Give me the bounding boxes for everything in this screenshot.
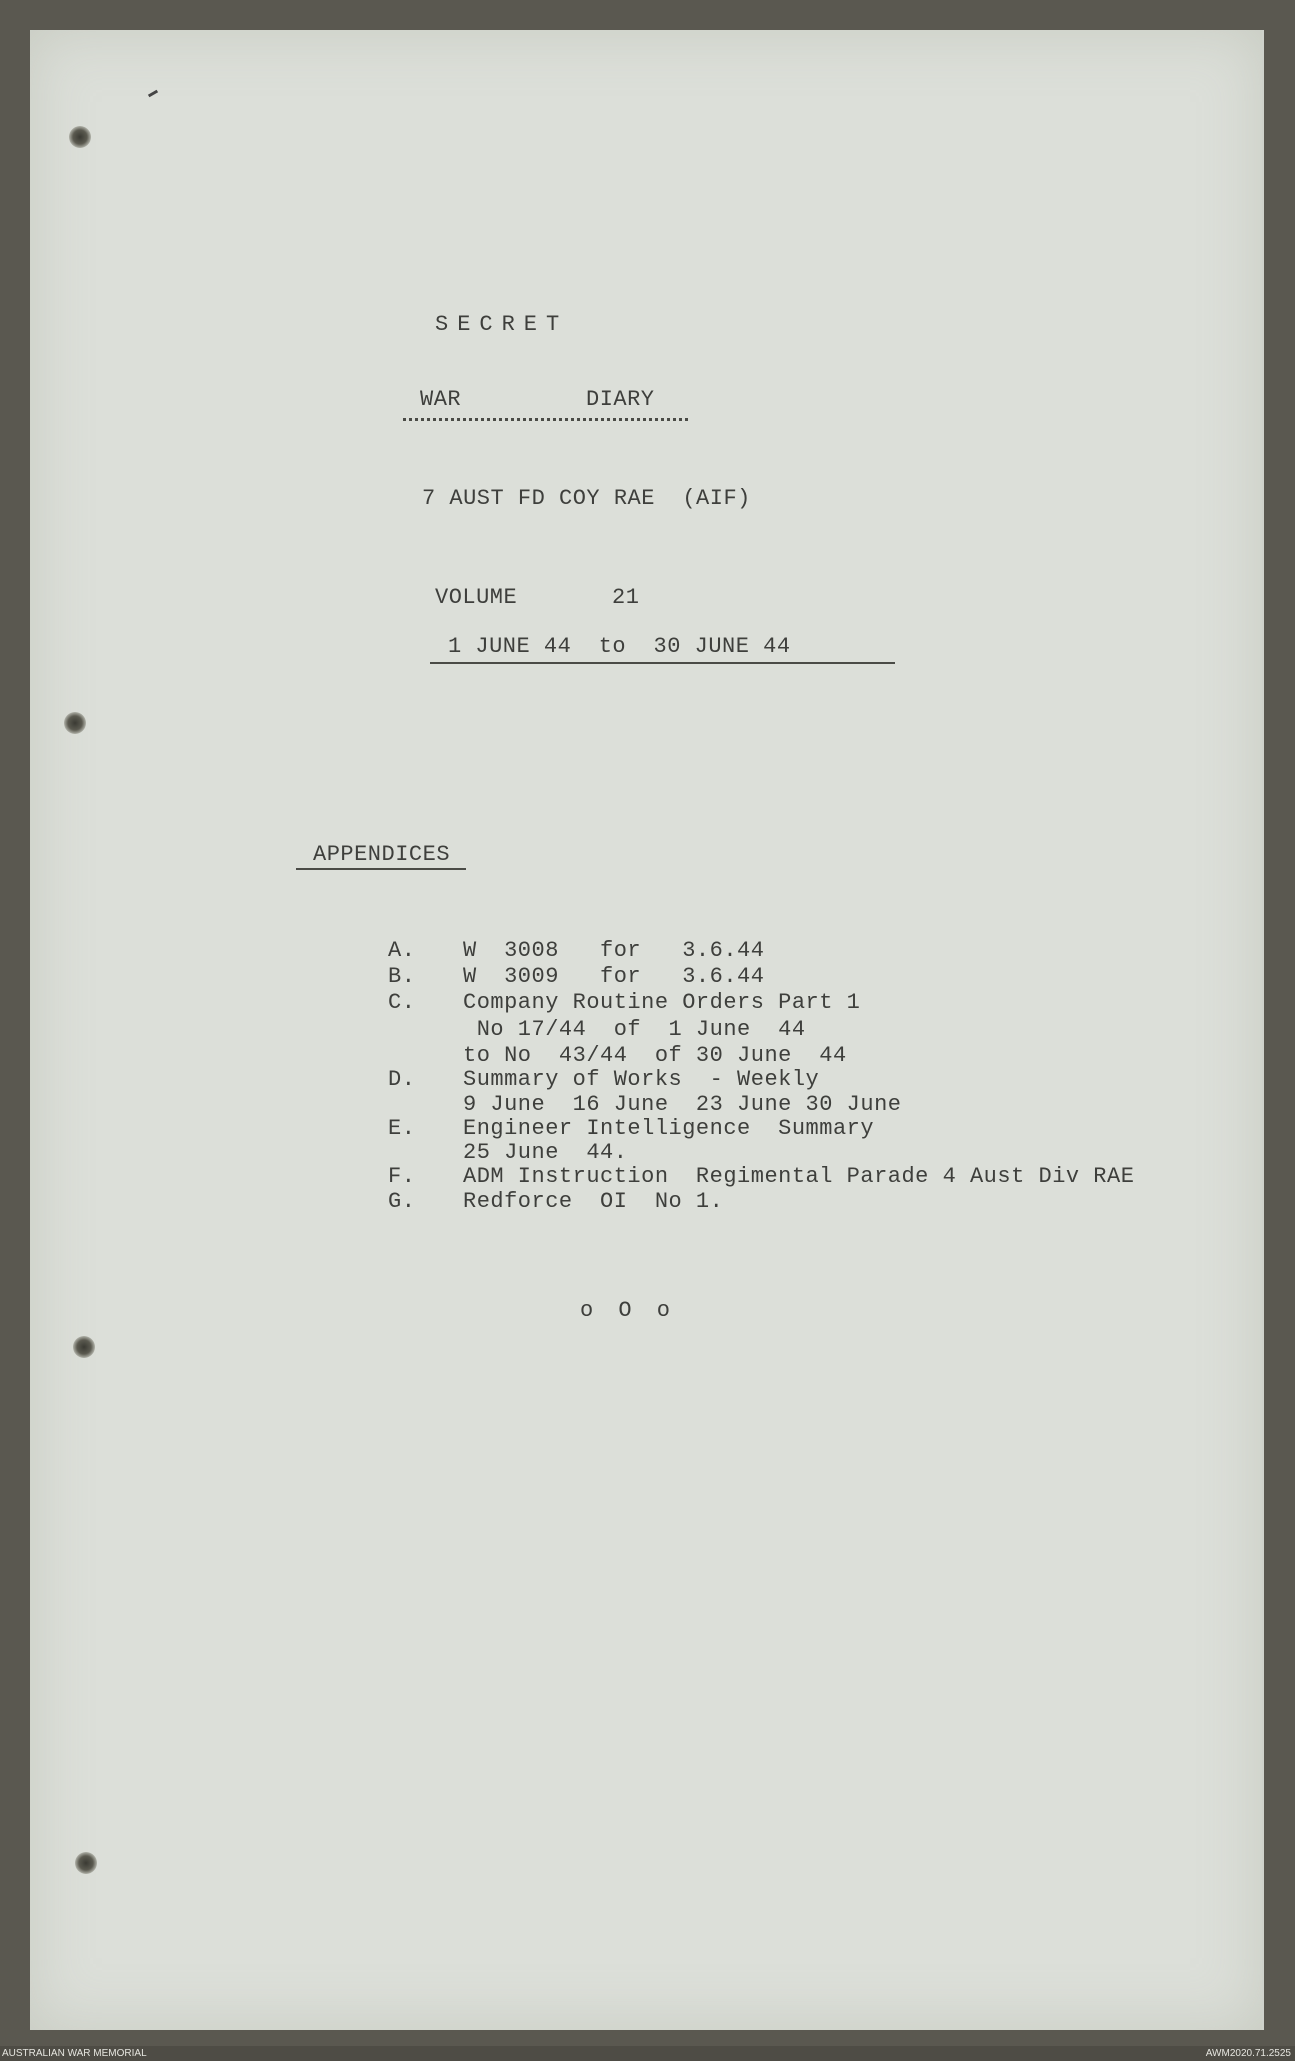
appendix-letter: B. bbox=[388, 964, 416, 989]
title-diary: DIARY bbox=[586, 387, 655, 412]
appendix-line: 9 June 16 June 23 June 30 June bbox=[463, 1092, 902, 1117]
punch-hole-4 bbox=[75, 1852, 97, 1874]
appendix-letter: A. bbox=[388, 938, 416, 963]
footer-left: AUSTRALIAN WAR MEMORIAL bbox=[2, 2048, 147, 2059]
volume-number: 21 bbox=[612, 585, 640, 610]
appendices-underline bbox=[296, 868, 466, 870]
appendix-line: No 17/44 of 1 June 44 bbox=[463, 1017, 806, 1042]
appendix-line: ADM Instruction Regimental Parade 4 Aust Div RAE bbox=[463, 1164, 1135, 1189]
footer-right: AWM2020.71.2525 bbox=[1205, 2048, 1291, 2059]
appendix-line: W 3008 for 3.6.44 bbox=[463, 938, 765, 963]
end-mark: o O o bbox=[580, 1298, 677, 1323]
title-war: WAR bbox=[420, 387, 462, 412]
appendix-line: Engineer Intelligence Summary bbox=[463, 1116, 875, 1141]
appendix-letter: D. bbox=[388, 1067, 416, 1092]
appendix-letter: E. bbox=[388, 1116, 416, 1141]
document-page bbox=[30, 30, 1264, 2030]
appendix-letter: F. bbox=[388, 1164, 416, 1189]
punch-hole-2 bbox=[64, 712, 86, 734]
classification-label: SECRET bbox=[435, 312, 569, 337]
appendix-line: 25 June 44. bbox=[463, 1140, 628, 1165]
punch-hole-3 bbox=[73, 1336, 95, 1358]
appendix-line: W 3009 for 3.6.44 bbox=[463, 964, 765, 989]
title-underline bbox=[403, 418, 688, 421]
unit-name: 7 AUST FD COY RAE (AIF) bbox=[422, 486, 751, 511]
appendix-letter: C. bbox=[388, 990, 416, 1015]
appendix-line: Company Routine Orders Part 1 bbox=[463, 990, 861, 1015]
pen-mark bbox=[148, 90, 158, 98]
appendices-heading: APPENDICES bbox=[313, 842, 451, 867]
punch-hole-1 bbox=[69, 126, 91, 148]
appendix-letter: G. bbox=[388, 1189, 416, 1214]
volume-label: VOLUME bbox=[435, 585, 518, 610]
date-range-underline bbox=[430, 662, 895, 664]
appendix-line: Redforce OI No 1. bbox=[463, 1189, 724, 1214]
appendix-line: Summary of Works - Weekly bbox=[463, 1067, 820, 1092]
appendix-line: to No 43/44 of 30 June 44 bbox=[463, 1043, 847, 1068]
date-range: 1 JUNE 44 to 30 JUNE 44 bbox=[448, 634, 791, 659]
